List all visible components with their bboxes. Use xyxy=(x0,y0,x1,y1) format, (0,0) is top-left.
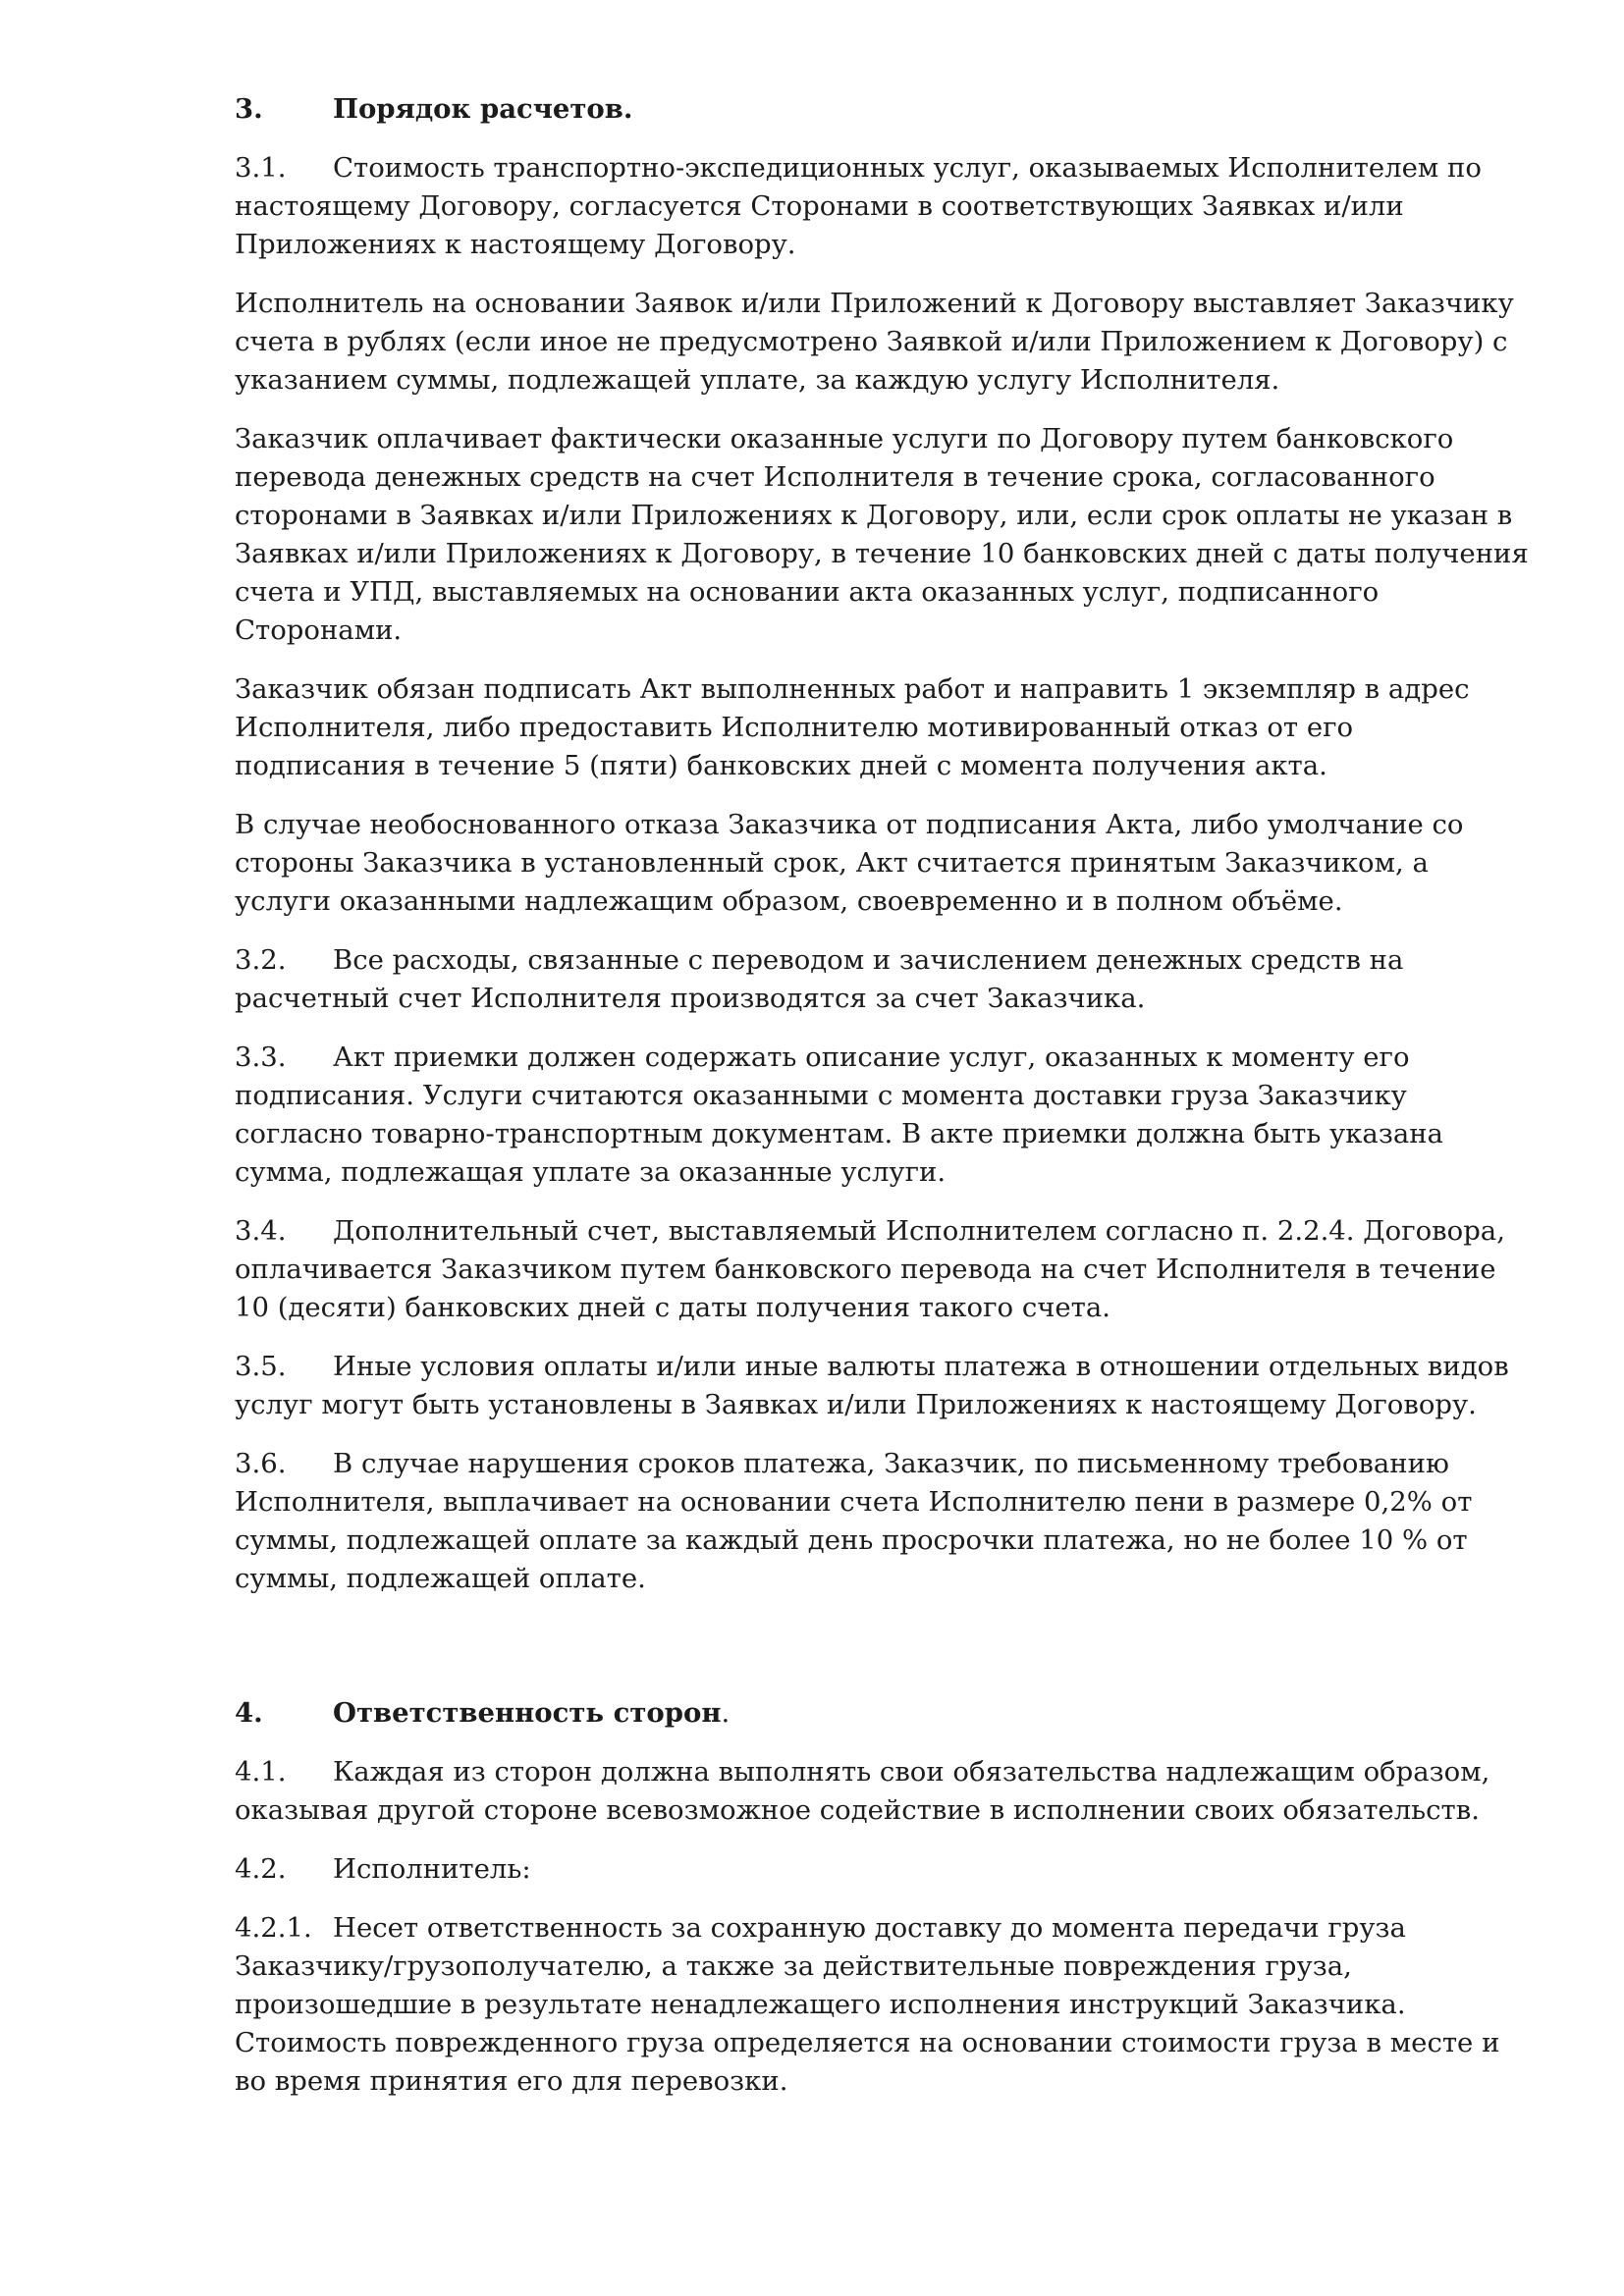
clause-3-1-paragraph-c: Заказчик обязан подписать Акт выполненных работ и направить 1 экземпляр в адрес Исполнителя, либо предоставить Исполнителю мотивированный отказ от его подписания в течение 5 (пяти) банковских дней с момента получения акта. xyxy=(235,673,1470,781)
clause-3-6-text: В случае нарушения сроков платежа, Заказчик, по письменному требованию Исполнителя, выплачивает на основании счета Исполнителю пени в размере 0,2% от суммы, подлежащей оплате за каждый день просрочки платежа, но не более 10 % от суммы, подлежащей оплате. xyxy=(235,1448,1473,1594)
clause-3-3 xyxy=(235,1039,1529,1192)
section-4-title-dot: . xyxy=(721,1697,731,1729)
clause-3-2 xyxy=(235,941,1529,1018)
clause-4-2 xyxy=(235,1850,1529,1889)
document-page xyxy=(235,90,1529,2121)
clause-3-4-text: Дополнительный счет, выставляемый Исполнителем согласно п. 2.2.4. Договора, оплачивается Заказчиком путем банковского перевода на счет Исполнителя в течение 10 (десяти) банковских дней с даты получения такого счета. xyxy=(235,1215,1505,1323)
clause-3-6 xyxy=(235,1445,1529,1598)
clause-4-2-1 xyxy=(235,1909,1529,2101)
section-4-title: Ответственность сторон xyxy=(333,1697,722,1729)
clause-4-2-1-text: Несет ответственность за сохранную доставку до момента передачи груза Заказчику/грузополучателю, а также за действительные повреждения груза, произошедшие в результате ненадлежащего исполнения инструкций Заказчика. Стоимость поврежденного груза определяется на основании стоимости груза в месте и во время принятия его для перевозки. xyxy=(235,1912,1500,2097)
section-3-number: 3. xyxy=(235,93,263,125)
clause-3-3-number: 3.3. xyxy=(235,1041,287,1073)
clause-4-2-1-number: 4.2.1. xyxy=(235,1912,312,1944)
clause-3-1-text: Стоимость транспортно-экспедиционных услуг, оказываемых Исполнителем по настоящему Договору, согласуется Сторонами в соответствующих Заявках и/или Приложениях к настоящему Договору. xyxy=(235,152,1482,260)
clause-3-5 xyxy=(235,1348,1529,1424)
clause-3-1-paragraph-a: Исполнитель на основании Заявок и/или Приложений к Договору выставляет Заказчику счета в рублях (если иное не предусмотрено Заявкой и/или Приложением к Договору) с указанием суммы, подлежащей уплате, за каждую услугу Исполнителя. xyxy=(235,288,1514,396)
clause-4-2-text: Исполнитель: xyxy=(333,1853,531,1885)
clause-3-5-number: 3.5. xyxy=(235,1351,287,1382)
clause-4-1 xyxy=(235,1753,1529,1830)
clause-3-2-text: Все расходы, связанные с переводом и зачислением денежных средств на расчетный счет Исполнителя производятся за счет Заказчика. xyxy=(235,944,1404,1014)
section-4-number: 4. xyxy=(235,1697,263,1729)
clause-3-6-number: 3.6. xyxy=(235,1448,287,1479)
clause-4-1-number: 4.1. xyxy=(235,1756,287,1788)
clause-3-1 xyxy=(235,149,1529,264)
clause-3-1-paragraph-d: В случае необоснованного отказа Заказчика от подписания Акта, либо умолчание со стороны Заказчика в установленный срок, Акт считается принятым Заказчиком, а услуги оказанными надлежащим образом, своевременно и в полном объёме. xyxy=(235,809,1464,917)
clause-3-4-number: 3.4. xyxy=(235,1215,287,1247)
section-4-heading xyxy=(235,1694,1529,1733)
clause-4-2-number: 4.2. xyxy=(235,1853,287,1885)
clause-4-1-text: Каждая из сторон должна выполнять свои обязательства надлежащим образом, оказывая другой стороне всевозможное содействие в исполнении своих обязательств. xyxy=(235,1756,1490,1826)
clause-3-4 xyxy=(235,1212,1529,1327)
clause-3-2-number: 3.2. xyxy=(235,944,287,976)
clause-3-1-paragraph-b: Заказчик оплачивает фактически оказанные услуги по Договору путем банковского перевода денежных средств на счет Исполнителя в течение срока, согласованного сторонами в Заявках и/или Приложениях к Договору, или, если срок оплаты не указан в Заявках и/или Приложениях к Договору, в течение 10 банковских дней с даты получения счета и УПД, выставляемых на основании акта оказанных услуг, подписанного Сторонами. xyxy=(235,423,1529,646)
clause-3-3-text: Акт приемки должен содержать описание услуг, оказанных к моменту его подписания. Услуги считаются оказанными с момента доставки груза Заказчику согласно товарно-транспортным документам. В акте приемки должна быть указана сумма, подлежащая уплате за оказанные услуги. xyxy=(235,1041,1443,1188)
section-3-heading xyxy=(235,90,1529,129)
clause-3-5-text: Иные условия оплаты и/или иные валюты платежа в отношении отдельных видов услуг могут быть установлены в Заявках и/или Приложениях к настоящему Договору. xyxy=(235,1351,1509,1420)
clause-3-1-number: 3.1. xyxy=(235,152,287,184)
section-3-title: Порядок расчетов. xyxy=(333,93,633,125)
